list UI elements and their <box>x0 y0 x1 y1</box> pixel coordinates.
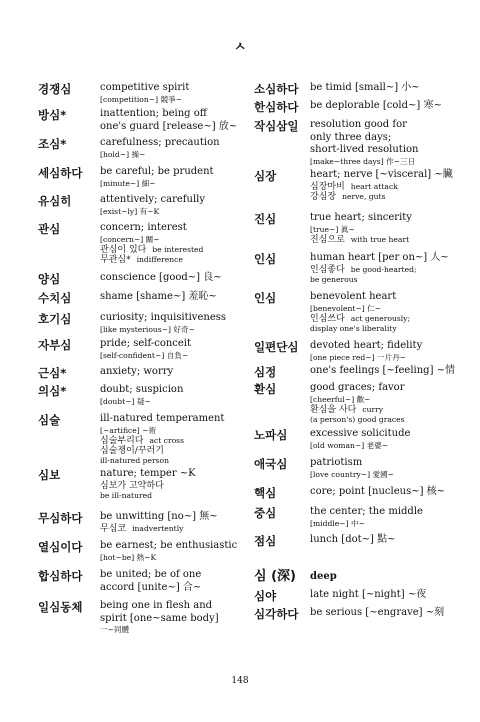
entry-definition: inattention; being off <box>100 108 207 119</box>
entry-definition: resolution good for <box>310 119 407 130</box>
entry-definition-block <box>310 212 468 245</box>
entry-definition-block <box>100 312 250 335</box>
entry-headword: 일편단심 <box>254 340 299 354</box>
entry-example <box>100 255 250 265</box>
entry-definition: competitive spirit <box>100 82 190 93</box>
entry-etymology: [hold~] 操~ <box>100 149 146 159</box>
dictionary-entry <box>254 506 468 529</box>
entry-definition-block <box>100 540 250 563</box>
example-korean: 심술부리다 <box>100 435 144 446</box>
entry-definition: one's guard [release~] 放~ <box>100 120 238 132</box>
entry-definition: carefulness; precaution <box>100 137 220 148</box>
entry-definition-block <box>310 119 468 167</box>
dictionary-entry <box>254 457 468 480</box>
entry-headword: 관심 <box>38 222 61 236</box>
example-korean: 무심코 <box>100 523 127 534</box>
entry-definition-block <box>100 194 250 217</box>
entry-headword: 심장 <box>254 169 277 183</box>
entry-definition: true heart; sincerity <box>310 212 412 223</box>
entry-definition: conscience [good~] 良~ <box>100 272 222 283</box>
entry-definition-block <box>310 82 468 95</box>
entry-etymology: [middle~] 中~ <box>310 518 365 528</box>
entry-definition: core; point [nucleus~] 核~ <box>310 486 446 497</box>
entry-headword: 중심 <box>254 506 277 520</box>
entry-example <box>310 182 468 192</box>
entry-definition-block <box>100 222 250 265</box>
entry-etymology: [hot~be] 熱~K <box>100 552 157 562</box>
entry-definition-block <box>100 569 250 594</box>
entry-headword: 호기심 <box>38 312 72 326</box>
entry-definition-block <box>310 340 468 363</box>
entry-definition: shame [shame~] 羞恥~ <box>100 291 217 302</box>
entry-definition: good graces; favor <box>310 382 405 393</box>
entry-definition: be deplorable [cold~] 寒~ <box>310 100 442 111</box>
dictionary-entry <box>38 291 250 305</box>
entry-headword: 핵심 <box>254 486 277 500</box>
entry-definition: short-lived resolution <box>310 144 419 155</box>
example-korean: 환심을 사다 <box>310 404 357 415</box>
example-gloss: inadvertently <box>132 523 184 533</box>
entry-definition: the center; the middle <box>310 506 423 517</box>
entry-definition: nature; temper ~K <box>100 468 196 479</box>
entry-definition-block <box>100 468 250 501</box>
entry-example <box>310 235 468 245</box>
dictionary-entry <box>38 312 250 335</box>
dictionary-entry <box>254 252 468 285</box>
dictionary-entry <box>254 534 468 548</box>
entry-definition: anxiety; worry <box>100 366 174 377</box>
example-korean: 관심이 있다 <box>100 244 147 255</box>
entry-definition-block <box>310 382 468 425</box>
entry-headword: 애국심 <box>254 457 288 471</box>
entry-etymology: [concern~] 關~ <box>100 234 160 244</box>
entry-etymology: [one piece red~] 一片丹~ <box>310 352 407 362</box>
entry-etymology: ill-natured person <box>100 455 169 465</box>
entry-definition: attentively; carefully <box>100 194 205 205</box>
entry-headword: 일심동체 <box>38 600 83 614</box>
entry-headword: 심 (深) <box>254 569 296 584</box>
entry-definition: lunch [dot~] 點~ <box>310 534 396 545</box>
entry-etymology: [exist~ly] 有~K <box>100 206 160 216</box>
entry-etymology: [competition~] 競爭~ <box>100 94 183 104</box>
entry-headword: 인심 <box>254 252 277 266</box>
entry-definition: be serious [~engrave] ~刻 <box>310 607 445 618</box>
example-gloss: with true heart <box>350 234 410 244</box>
entry-headword: 인심 <box>254 291 277 305</box>
dictionary-entry <box>38 82 250 105</box>
entry-definition: benevolent heart <box>310 291 397 302</box>
entry-definition: ill-natured temperament <box>100 413 225 424</box>
entry-headword: 자부심 <box>38 338 72 352</box>
entry-definition-block <box>100 338 250 361</box>
dictionary-entry <box>254 100 468 114</box>
entry-definition-block <box>310 428 468 451</box>
dictionary-entry <box>38 413 250 466</box>
dictionary-entry <box>254 291 468 334</box>
entry-headword: 세심하다 <box>38 166 83 180</box>
entry-definition-block <box>100 366 250 379</box>
entry-example <box>100 446 250 456</box>
entry-headword: 심술 <box>38 413 61 427</box>
dictionary-entry <box>254 486 468 500</box>
entry-definition-block <box>310 100 468 113</box>
example-gloss: curry <box>362 404 384 414</box>
dictionary-entry <box>38 600 250 635</box>
entry-etymology: 一~同體 <box>100 625 130 634</box>
entry-definition-block <box>100 600 250 635</box>
dictionary-entry <box>38 540 250 563</box>
entry-definition: be earnest; be enthusiastic <box>100 540 238 551</box>
entry-definition: one's feelings [~feeling] ~情 <box>310 365 456 376</box>
dictionary-entry <box>38 108 250 133</box>
entry-example <box>100 481 250 491</box>
entry-definition-block <box>310 570 468 584</box>
dictionary-entry <box>38 338 250 361</box>
entry-definition: be united; be of one <box>100 569 202 580</box>
entry-definition: late night [~night] ~夜 <box>310 589 427 600</box>
entry-example <box>100 436 250 446</box>
entry-etymology: display one's liberality <box>310 323 397 333</box>
entry-definition-block <box>100 166 250 189</box>
page-number: 148 <box>231 676 249 686</box>
entry-definition-block <box>310 534 468 547</box>
entry-headword: 소심하다 <box>254 82 299 96</box>
entry-example <box>310 314 468 324</box>
dictionary-entry <box>38 166 250 189</box>
entry-definition: excessive solicitude <box>310 428 411 439</box>
entry-etymology: [old woman~] 老婆~ <box>310 440 389 450</box>
entry-headword: 유심히 <box>38 194 72 208</box>
entry-headword: 경쟁심 <box>38 82 72 96</box>
entry-headword: 조심* <box>38 137 67 151</box>
entry-etymology: (a person's) good graces <box>310 414 405 424</box>
example-korean: 심술쟁이/꾸러기 <box>100 445 164 456</box>
entry-definition: devoted heart; fidelity <box>310 340 423 351</box>
entry-definition: be careful; be prudent <box>100 166 214 177</box>
example-gloss: nerve, guts <box>342 191 386 201</box>
entry-definition-block <box>310 457 468 480</box>
entry-etymology: [true~] 眞~ <box>310 224 355 234</box>
entry-etymology: [make~three days] 作~三日 <box>310 156 416 166</box>
entry-definition: be timid [small~] 小~ <box>310 82 420 93</box>
example-korean: 심장마비 <box>310 181 345 192</box>
entry-definition-block <box>100 137 250 160</box>
dictionary-entry <box>38 366 250 380</box>
entry-headword: 점심 <box>254 534 277 548</box>
dictionary-entry <box>254 365 468 379</box>
entry-headword: 심야 <box>254 589 277 603</box>
dictionary-entry <box>254 119 468 167</box>
dictionary-entry <box>38 511 250 534</box>
dictionary-entry <box>254 607 468 621</box>
entry-headword: 심각하다 <box>254 607 299 621</box>
entry-definition-block <box>100 108 250 133</box>
entry-etymology: [minute~] 細~ <box>100 178 156 188</box>
entry-definition-block <box>100 82 250 105</box>
entry-definition: being one in flesh and <box>100 600 213 611</box>
dictionary-entry <box>254 589 468 603</box>
entry-definition: pride; self-conceit <box>100 338 192 349</box>
entry-definition: patriotism <box>310 457 363 468</box>
entry-definition: only three days; <box>310 131 392 143</box>
entry-definition: heart; nerve [~visceral] ~臟 <box>310 169 453 180</box>
entry-definition-block <box>100 511 250 534</box>
entry-definition: be unwitting [no~] 無~ <box>100 511 218 522</box>
example-korean: 인심쓰다 <box>310 313 345 324</box>
entry-definition: human heart [per on~] 人~ <box>310 252 449 263</box>
dictionary-entry <box>38 468 250 501</box>
entry-headword: 방심* <box>38 108 67 122</box>
entry-definition-block <box>100 272 250 285</box>
dictionary-entry <box>38 222 250 265</box>
entry-definition-block <box>310 365 468 378</box>
section-header-mark: ㅅ <box>233 40 247 55</box>
entry-headword: 열심이다 <box>38 540 83 554</box>
dictionary-entry <box>38 137 250 160</box>
entry-headword: 환심 <box>254 382 277 396</box>
entry-headword: 한심하다 <box>254 100 299 114</box>
entry-definition: doubt; suspicion <box>100 384 184 395</box>
entry-definition: accord [unite~] 合~ <box>100 581 202 593</box>
example-korean: 무관심* <box>100 254 131 265</box>
entry-etymology: be generous <box>310 274 358 284</box>
section-heading <box>254 570 468 584</box>
entry-headword: 심정 <box>254 365 277 379</box>
entry-definition-block <box>100 291 250 304</box>
dictionary-entry <box>254 382 468 425</box>
dictionary-entry <box>38 272 250 286</box>
entry-etymology: [self-confident~] 自負~ <box>100 350 189 360</box>
entry-definition-block <box>310 291 468 334</box>
entry-example <box>310 192 468 202</box>
entry-etymology: [benevolent~] 仁~ <box>310 303 382 313</box>
dictionary-entry <box>38 194 250 217</box>
dictionary-entry <box>38 569 250 594</box>
dictionary-entry <box>254 169 468 202</box>
entry-headword: 합심하다 <box>38 569 83 583</box>
entry-definition-block <box>310 169 468 202</box>
entry-headword: 심보 <box>38 468 61 482</box>
entry-definition-block <box>310 252 468 285</box>
example-gloss: be good-hearted; <box>350 264 417 274</box>
example-gloss: heart attack <box>350 181 398 191</box>
entry-headword: 의심* <box>38 384 67 398</box>
dictionary-entry <box>254 82 468 96</box>
entry-definition-block <box>310 506 468 529</box>
entry-definition-block <box>100 413 250 466</box>
dictionary-entry <box>254 428 468 451</box>
example-korean: 강심장 <box>310 191 337 202</box>
entry-example <box>100 524 250 534</box>
entry-headword: 노파심 <box>254 428 288 442</box>
entry-definition-block <box>310 607 468 620</box>
example-korean: 심보가 고약하다 <box>100 480 164 491</box>
entry-definition-block <box>100 384 250 407</box>
example-gloss: indifference <box>136 254 183 264</box>
entry-headword: 수치심 <box>38 291 72 305</box>
dictionary-entry <box>38 384 250 407</box>
entry-headword: 근심* <box>38 366 67 380</box>
entry-etymology: [cheerful~] 歡~ <box>310 394 371 404</box>
entry-etymology: [love country~] 愛國~ <box>310 469 395 479</box>
example-korean: 진심으로 <box>310 234 345 245</box>
entry-etymology: [doubt~] 疑~ <box>100 396 151 406</box>
entry-headword: 작심삼일 <box>254 119 299 133</box>
entry-example <box>310 405 468 415</box>
entry-etymology: [like mysterious~] 好奇~ <box>100 324 195 334</box>
entry-definition: deep <box>310 571 337 582</box>
entry-headword: 무심하다 <box>38 511 83 525</box>
example-gloss: act generously; <box>350 313 411 323</box>
dictionary-entry <box>254 340 468 363</box>
entry-definition: spirit [one~same body] <box>100 612 219 624</box>
entry-definition: concern; interest <box>100 222 187 233</box>
entry-headword: 진심 <box>254 212 277 226</box>
example-gloss: be interested <box>152 244 204 254</box>
example-korean: 인심좋다 <box>310 264 345 275</box>
entry-headword: 양심 <box>38 272 61 286</box>
entry-definition: curiosity; inquisitiveness <box>100 312 227 323</box>
entry-example <box>310 265 468 275</box>
entry-example <box>100 245 250 255</box>
example-gloss: act cross <box>149 435 184 445</box>
entry-definition-block <box>310 589 468 602</box>
dictionary-entry <box>254 212 468 245</box>
entry-etymology: [~artifice] ~術 <box>100 425 157 435</box>
entry-etymology: be ill-natured <box>100 490 152 500</box>
entry-definition-block <box>310 486 468 499</box>
